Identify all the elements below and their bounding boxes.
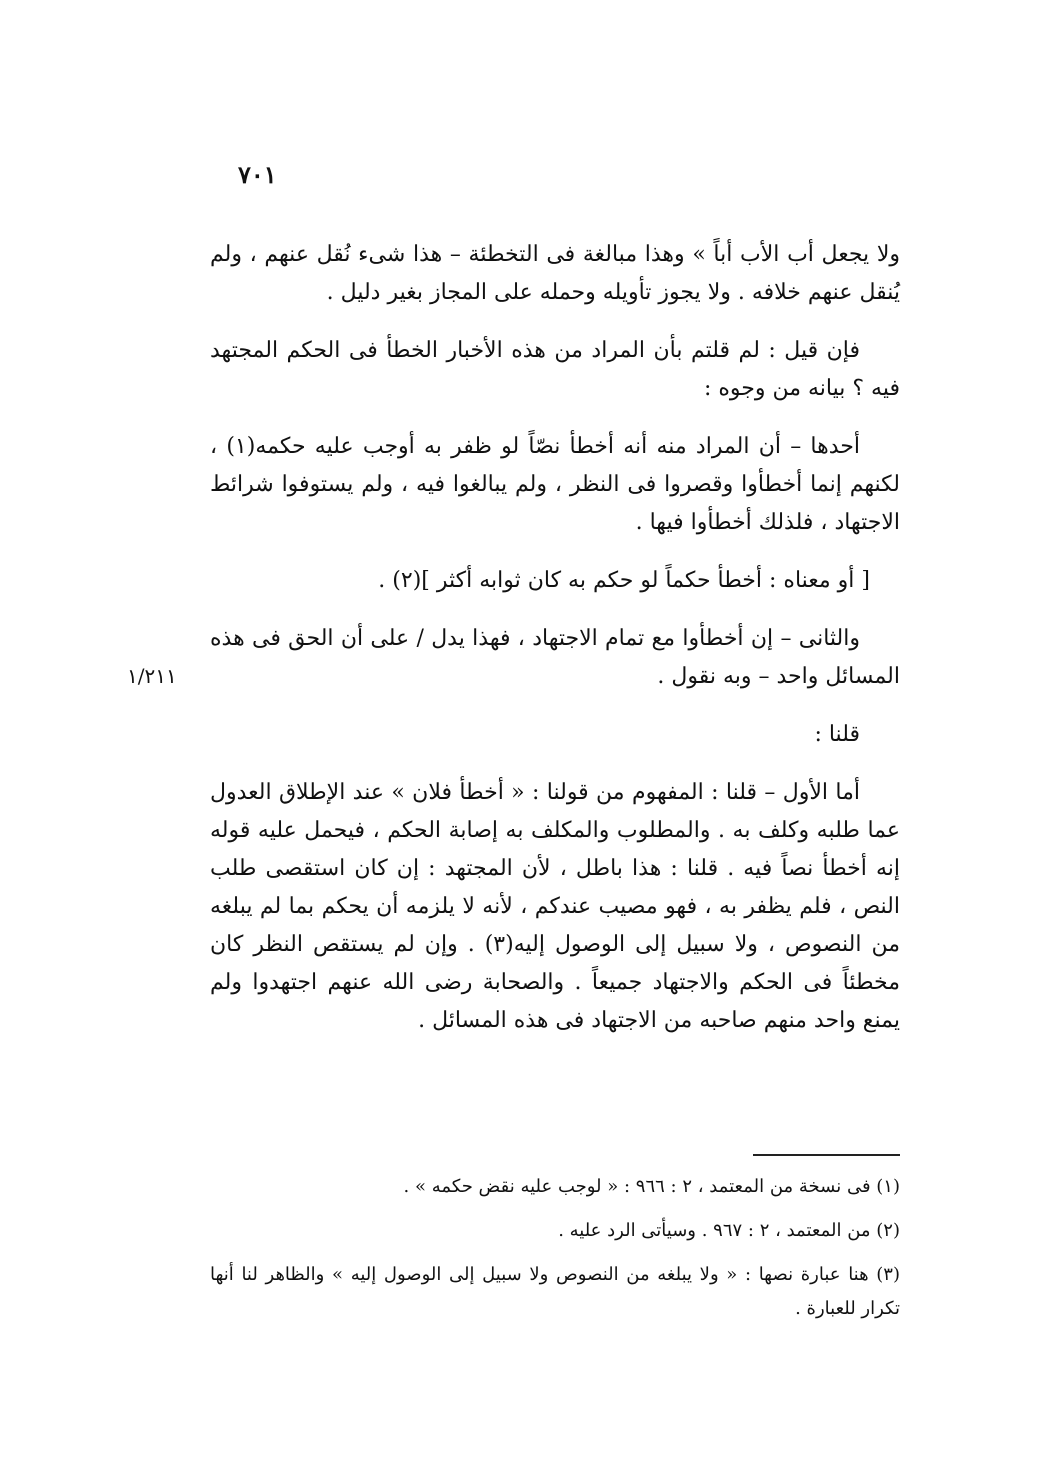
- margin-note: ١/٢١١: [127, 664, 177, 688]
- paragraph-3: أحدها – أن المراد منه أنه أخطأ نصّاً لو ظفر به أوجب عليه حكمه(١) ، لكنهم إنما أخطأوا وقصروا فى النظر ، ولم يبالغوا فيه ، ولم يستوفوا شرائط الاجتهاد ، فلذلك أخطأوا فيها .: [210, 434, 900, 535]
- paragraph-4: [ أو معناه : أخطأ حكماً لو حكم به كان ثوابه أكثر ](٢) .: [378, 568, 870, 593]
- paragraph-5: والثانى – إن أخطأوا مع تمام الاجتهاد ، فهذا يدل / على أن الحق فى هذه المسائل واحد – وبه نقول .: [210, 626, 900, 689]
- paragraph-2: فإن قيل : لم قلتم بأن المراد من هذه الأخبار الخطأ فى الحكم المجتهد فيه ؟ بيانه من وجوه :: [210, 338, 900, 401]
- main-text: [210, 236, 900, 1060]
- footnote-separator: [753, 1154, 900, 1156]
- paragraph-1: ولا يجعل أب الأب أباً » وهذا مبالغة فى التخطئة – هذا شىء نُقل عنهم ، ولم يُنقل عنهم خلافه . ولا يجوز تأويله وحمله على المجاز بغير دليل .: [210, 242, 900, 305]
- footnotes: [210, 1170, 900, 1336]
- footnote-1: (١) فى نسخة من المعتمد ، ٢ : ٩٦٦ : « لوجب عليه نقض حكمه » .: [403, 1176, 900, 1197]
- footnote-3: (٣) هنا عبارة نصها : « ولا يبلغه من النصوص ولا سبيل إلى الوصول إليه » والظاهر لنا أنها تكرار للعبارة .: [210, 1264, 900, 1319]
- footnote-2: (٢) من المعتمد ، ٢ : ٩٦٧ . وسيأتى الرد عليه .: [558, 1220, 900, 1241]
- page-number: ٧٠١: [238, 160, 277, 189]
- paragraph-6: قلنا :: [814, 722, 860, 747]
- paragraph-7: أما الأول – قلنا : المفهوم من قولنا : « أخطأ فلان » عند الإطلاق العدول عما طلبه وكلف به . والمطلوب والمكلف به إصابة الحكم ، فيحمل عليه قوله إنه أخطأ نصاً فيه . قلنا : هذا باطل ، لأن المجتهد : إن كان استقصى طلب النص ، فلم يظفر به ، فهو مصيب عندكم ، لأنه لا يلزمه أن يحكم بما لم يبلغه من النصوص ، ولا سبيل إلى الوصول إليه(٣) . وإن لم يستقص النظر كان مخطئاً فى الحكم والاجتهاد جميعاً . والصحابة رضى الله عنهم اجتهدوا ولم يمنع واحد منهم صاحبه من الاجتهاد فى هذه المسائل .: [210, 780, 900, 1033]
